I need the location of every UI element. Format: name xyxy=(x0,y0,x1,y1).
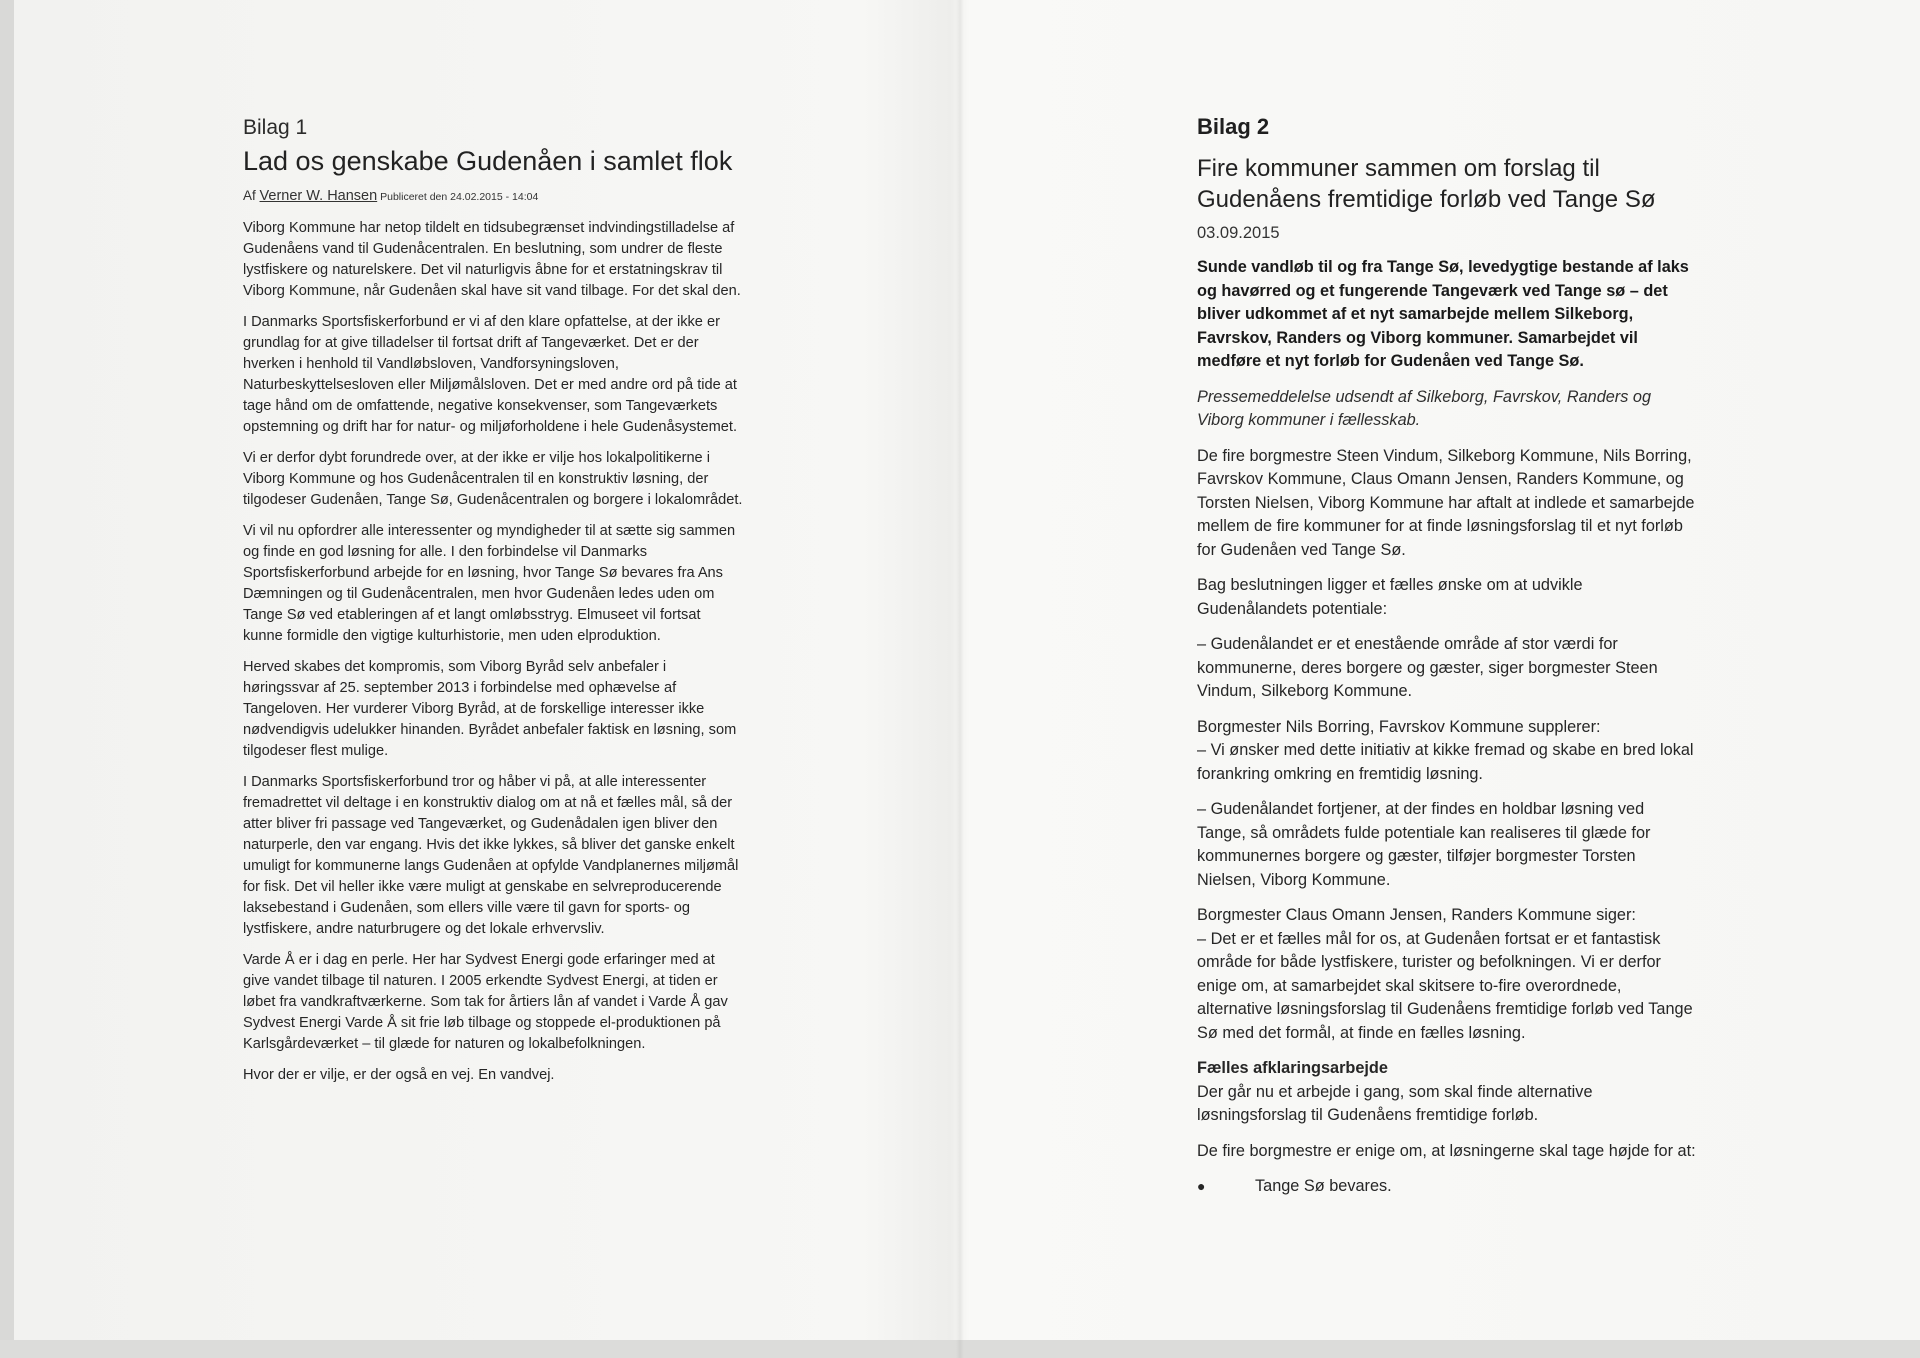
paragraph: I Danmarks Sportsfiskerforbund er vi af den klare opfattelse, at der ikke er grundlag for at give tilladelser til fortsat drift af Tangeværket. Det er der hverken i henhold til Vandløbsloven, Vandforsyningsloven, Naturbeskyttelsesloven eller Miljømålsloven. Det er med andre ord på tide at tage hånd om de omfattende, negative konsekvenser, som Tangeværkets opstemning og drift har for natur- og miljøforholdene i hele Gudenåsystemet. xyxy=(243,314,738,435)
quote-text: – Det er et fælles mål for os, at Gudenåen fortsat er et fantastisk område for både lystfiskere, turister og befolkningen. Vi er derfor enige om, at samarbejdet skal skitsere to-fire overordnede, alternative løsningsforslag til Gudenåens fremtidige forløb ved Tange Sø med det formål, at finde en fælles løsning. xyxy=(1197,929,1693,1042)
author-link[interactable]: Verner W. Hansen xyxy=(259,188,378,204)
paragraph: Vi vil nu opfordrer alle interessenter og myndigheder til at sætte sig sammen og finde en god løsning for alle. I den forbindelse vil Danmarks Sportsfiskerforbund arbejde for en løsning, hvor Tange Sø bevares fra Ans Dæmningen og til Gudenåcentralen, men hvor Gudenåen ledes uden om Tange Sø ved etableringen af et langt omløbsstryg. Elmuseet vil fortsat kunne formidle den vigtige kulturhistorie, men uden elproduktion. xyxy=(243,523,736,644)
paragraph: Viborg Kommune har netop tildelt en tidsubegrænset indvindingstilladelse af Gudenåens vand til Gudenåcentralen. En beslutning, som undrer de fleste lystfiskere og naturelskere. Det vil naturligvis åbne for et erstatningskrav til Viborg Kommune, når Gudenåen skal have sit vand tilbage. For det skal den. xyxy=(243,220,741,299)
paragraph: – Gudenålandet er et enestående område af stor værdi for kommunerne, deres borgere og gæster, siger borgmester Steen Vindum, Silkeborg Kommune. xyxy=(1197,635,1658,700)
quote-text: – Vi ønsker med dette initiativ at kikke fremad og skabe en bred lokal forankring omkring en fremtidig løsning. xyxy=(1197,741,1694,783)
press-note: Pressemeddelelse udsendt af Silkeborg, Favrskov, Randers og Viborg kommuner i fællesskab. xyxy=(1197,387,1651,429)
article-title: Fire kommuner sammen om forslag til Gudenåens fremtidige forløb ved Tange Sø xyxy=(1197,155,1656,213)
section-heading: Fælles afklaringsarbejde xyxy=(1197,1059,1388,1077)
paragraph: De fire borgmestre er enige om, at løsningerne skal tage højde for at: xyxy=(1197,1141,1696,1160)
quote-block xyxy=(1197,716,1697,787)
published-date: Publiceret den 24.02.2015 - 14:04 xyxy=(377,191,539,203)
paragraph: Bag beslutningen ligger et fælles ønske om at udvikle Gudenålandets potentiale: xyxy=(1197,576,1583,618)
paragraph: – Gudenålandet fortjener, at der findes en holdbar løsning ved Tange, så områdets fulde potentiale kan realiseres til glæde for kommunernes borgere og gæster, tilføjer borgmester Torsten Nielsen, Viborg Kommune. xyxy=(1197,800,1651,889)
paragraph: I Danmarks Sportsfiskerforbund tror og håber vi på, at alle interessenter fremadrettet vil deltage i en konstruktiv dialog om at nå et fælles mål, så der atter bliver fri passage ved Tangeværket, og Gudenådalen igen bliver den naturperle, den var engang. Hvis det ikke lykkes, så bliver det ganske enkelt umuligt for kommunerne langs Gudenåen at opfylde Vandplanernes miljømål for fisk. Det vil heller ikke være muligt at genskabe en selvreproducerende laksebestand i Gudenåen, som ellers ville være til gavn for sports- og lystfiskere, andre naturbrugere og det lokale erhvervsliv. xyxy=(243,774,739,937)
list-item xyxy=(1197,1175,1697,1199)
byline xyxy=(243,188,538,204)
paragraph: Varde Å er i dag en perle. Her har Sydvest Energi gode erfaringer med at give vandet tilbage til naturen. I 2005 erkendte Sydvest Energi, at tiden er løbet fra vandkraftværkerne. Som tak for årtiers lån af vandet i Varde Å gav Sydvest Energi Varde Å sit frie løb tilbage og stoppede el-produktionen på Karlsgårdeværket – til glæde for naturen og lokalbefolkningen. xyxy=(243,952,728,1052)
paragraph: Hvor der er vilje, er der også en vej. En vandvej. xyxy=(243,1067,555,1083)
article-body xyxy=(243,218,743,1096)
page-fold xyxy=(956,0,964,1358)
paragraph: Der går nu et arbejde i gang, som skal finde alternative løsningsforslag til Gudenåens fremtidige forløb. xyxy=(1197,1082,1593,1124)
paragraph: Herved skabes det kompromis, som Viborg Byråd selv anbefaler i høringssvar af 25. september 2013 i forbindelse med ophævelse af Tangeloven. Her vurderer Viborg Byråd, at de forskellige interesser ikke nødvendigvis udelukker hinanden. Byrådet anbefaler faktisk en løsning, som tilgodeser flest mulige. xyxy=(243,659,737,759)
paragraph: De fire borgmestre Steen Vindum, Silkeborg Kommune, Nils Borring, Favrskov Kommune, Claus Omann Jensen, Randers Kommune, og Torsten Nielsen, Viborg Kommune har aftalt at indlede et samarbejde mellem de fire kommuner for at finde løsningsforslag til et nyt forløb for Gudenåen ved Tange Sø. xyxy=(1197,446,1695,559)
bullet-icon: ● xyxy=(1197,1178,1206,1194)
quote-intro: Borgmester Nils Borring, Favrskov Kommune supplerer: xyxy=(1197,717,1601,736)
lead-paragraph: Sunde vandløb til og fra Tange Sø, levedygtige bestande af laks og havørred og et fungerende Tangeværk ved Tange sø – det bliver udkommet af et nyt samarbejde mellem Silkeborg, Favrskov, Randers og Viborg kommuner. Samarbejdet vil medføre et nyt forløb for Gudenåen ved Tange Sø. xyxy=(1197,258,1689,370)
article-body xyxy=(1197,256,1697,1199)
list-item-text: Tange Sø bevares. xyxy=(1255,1177,1392,1195)
quote-intro: Borgmester Claus Omann Jensen, Randers Kommune siger: xyxy=(1197,906,1636,924)
paper-edge-left xyxy=(0,0,14,1358)
quote-block xyxy=(1197,904,1697,1045)
byline-prefix: Af xyxy=(243,188,260,203)
bilag-label: Bilag 2 xyxy=(1197,114,1270,139)
paragraph: Vi er derfor dybt forundrede over, at der ikke er vilje hos lokalpolitikerne i Viborg Kommune og hos Gudenåcentralen til en konstruktiv løsning, der tilgodeser Gudenåen, Tange Sø, Gudenåcentralen og borgere i lokalområdet. xyxy=(243,450,743,508)
article-title: Lad os genskabe Gudenåen i samlet flok xyxy=(243,146,733,176)
article-date: 03.09.2015 xyxy=(1197,224,1280,242)
bilag-label: Bilag 1 xyxy=(243,116,308,139)
